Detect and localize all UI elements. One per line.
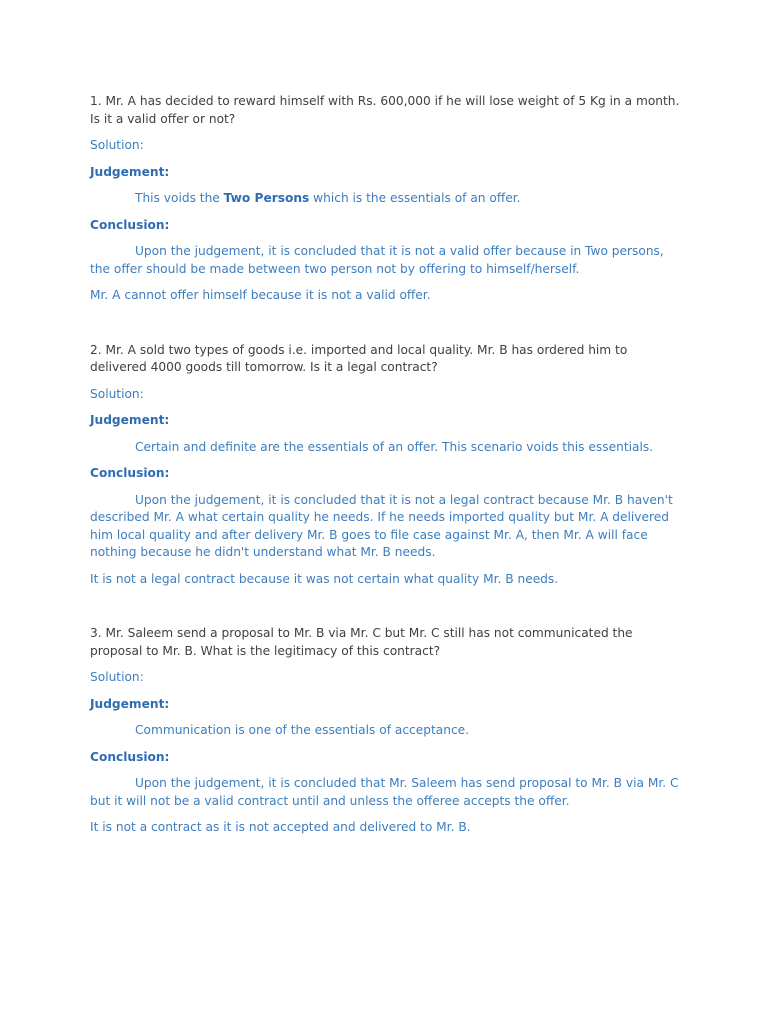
solution-label: Solution:	[90, 138, 144, 152]
judgement-text: Communication is one of the essentials of acceptance.	[135, 723, 470, 737]
conclusion-label: Conclusion:	[90, 217, 170, 232]
judgement-text-post: which is the essentials of an offer.	[309, 191, 521, 205]
question-text: 1. Mr. A has decided to reward himself with Rs. 600,000 if he will lose weight of 5 Kg in a month. Is it a valid offer or not?	[90, 94, 680, 126]
question-text: 2. Mr. A sold two types of goods i.e. imported and local quality. Mr. B has ordered him to delivered 4000 goods till tomorrow. Is it a legal contract?	[90, 342, 628, 374]
solution-label: Solution:	[90, 670, 144, 684]
section-gap	[90, 314, 680, 342]
question-section-1	[90, 93, 680, 305]
section-gap	[90, 597, 680, 625]
conclusion-text: Upon the judgement, it is concluded that it is not a legal contract because Mr. B haven't described Mr. A what certain quality he needs. If he needs imported quality but Mr. A delivered him local quality and after delivery Mr. B goes to file case against Mr. A, then Mr. A will face nothing because he didn't understand what Mr. B needs.	[90, 492, 673, 559]
conclusion-label: Conclusion:	[90, 466, 170, 480]
document-page	[90, 93, 680, 846]
conclusion-label: Conclusion:	[90, 749, 170, 764]
final-text: It is not a legal contract because it was not certain what quality Mr. B needs.	[90, 571, 559, 586]
solution-label: Solution:	[90, 386, 144, 401]
judgement-text: Certain and definite are the essentials of an offer. This scenario voids this essentials.	[135, 439, 654, 454]
judgement-label: Judgement:	[90, 696, 170, 711]
judgement-label: Judgement:	[90, 164, 170, 179]
conclusion-text: Upon the judgement, it is concluded that Mr. Saleem has send proposal to Mr. B via Mr. C but it will not be a valid contract until and unless the offeree accepts the offer.	[90, 776, 679, 808]
judgement-text-pre: This voids the	[135, 191, 224, 205]
question-text: 3. Mr. Saleem send a proposal to Mr. B via Mr. C but Mr. C still has not communicated the proposal to Mr. B. What is the legitimacy of this contract?	[90, 626, 633, 658]
question-section-3	[90, 625, 680, 837]
final-text: It is not a contract as it is not accepted and delivered to Mr. B.	[90, 820, 471, 834]
judgement-text	[90, 190, 680, 208]
question-section-2	[90, 342, 680, 589]
judgement-text-bold: Two Persons	[223, 191, 310, 205]
judgement-label: Judgement:	[90, 413, 170, 427]
conclusion-text: Upon the judgement, it is concluded that it is not a valid offer because in Two persons, the offer should be made between two person not by offering to himself/herself.	[90, 244, 664, 276]
final-text: Mr. A cannot offer himself because it is not a valid offer.	[90, 288, 431, 302]
